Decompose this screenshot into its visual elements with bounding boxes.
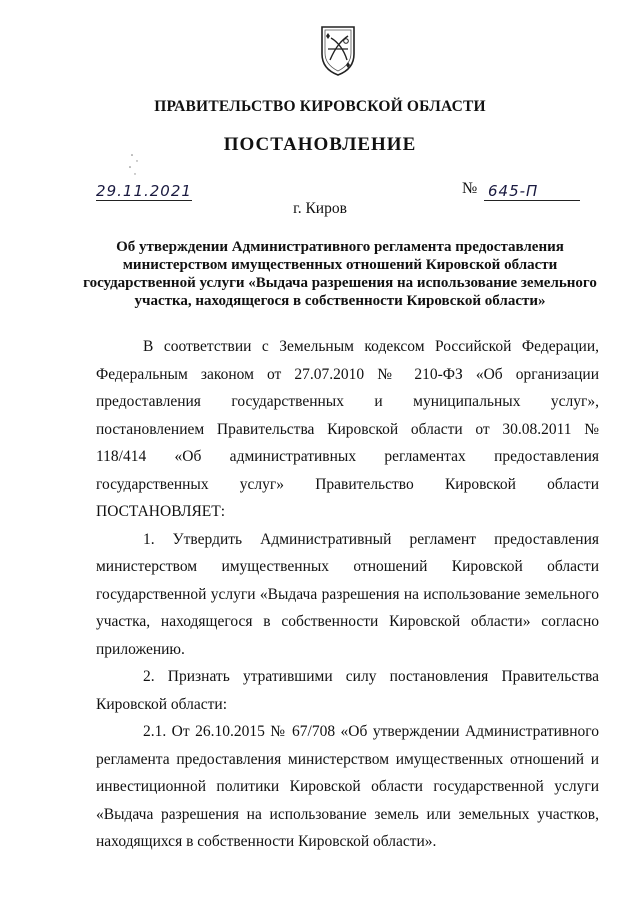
item-2-1-paragraph: 2.1. От 26.10.2015 № 67/708 «Об утверждении Административного регламента предоставления министерством имущественных отношений и инвестиционной политики Кировской области государственной услуги «Выдача разрешения на использование земель или земельных участков, находящихся в собственности Кировской области». xyxy=(96,723,599,850)
city: г. Киров xyxy=(293,200,347,217)
number-label: № xyxy=(462,180,478,197)
item-2-paragraph: 2. Признать утратившими силу постановления Правительства Кировской области: xyxy=(96,668,599,713)
document-body xyxy=(96,333,599,856)
coat-of-arms-icon xyxy=(318,24,358,76)
document-type: ПОСТАНОВЛЕНИЕ xyxy=(223,134,417,155)
document-subject: Об утверждении Административного регламента предоставления министерством имущественных отношений Кировской области государственной услуги «Выдача разрешения на использование земельного участка, находящегося в собственности Кировской области» xyxy=(83,239,597,309)
document-date: 29.11.2021 xyxy=(96,182,192,200)
item-1-paragraph: 1. Утвердить Административный регламент предоставления министерством имущественных отношений Кировской области государственной услуги «Выдача разрешения на использование земельного участка, находящегося в собственности Кировской области» согласно приложению. xyxy=(96,530,599,658)
preamble-paragraph: В соответствии с Земельным кодексом Российской Федерации, Федеральным законом от 27.07.2010 № 210-ФЗ «Об организации предоставления государственных и муниципальных услуг», постановлением Правительства Кировской области от 30.08.2011 № 118/414 «Об административных регламентах предоставления государственных услуг» Правительство Кировской области ПОСТАНОВЛЯЕТ: xyxy=(96,338,599,520)
government-name: ПРАВИТЕЛЬСТВО КИРОВСКОЙ ОБЛАСТИ xyxy=(154,98,486,115)
document-number: 645-П xyxy=(484,182,580,201)
